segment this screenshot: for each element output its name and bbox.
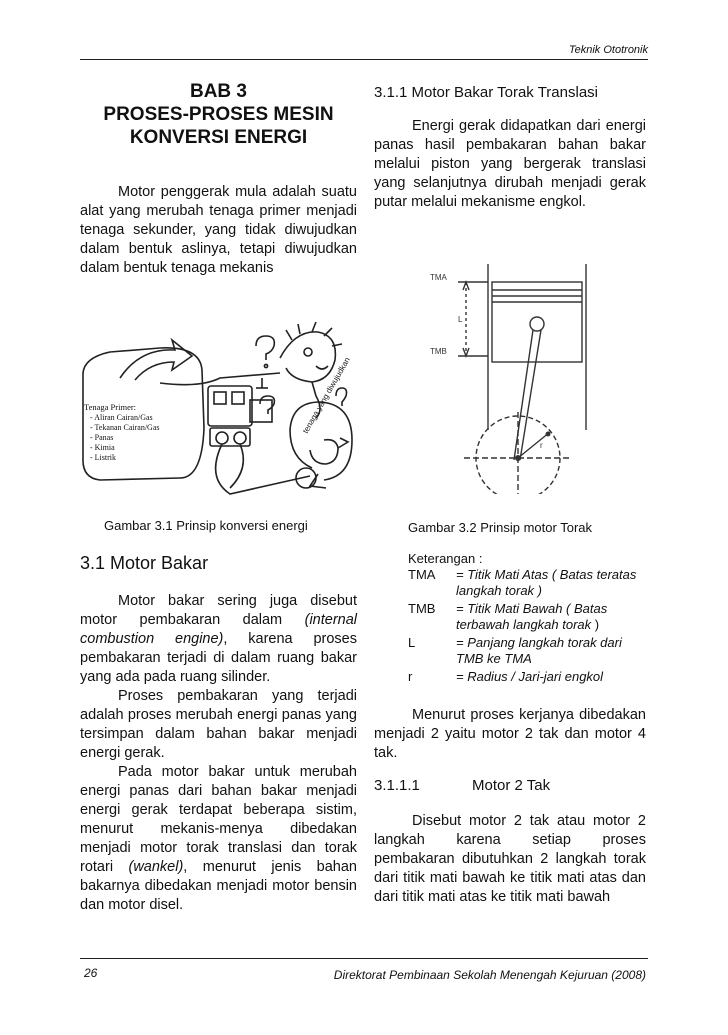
label-r: r: [540, 441, 543, 450]
subsubsection-3-1-1-1-title: [374, 777, 646, 794]
p1-italic: (internal combustion engine): [80, 612, 357, 647]
left-column: [80, 80, 357, 278]
subsection-3-1-1-title: 3.1.1 Motor Bakar Torak Translasi: [374, 84, 598, 101]
figure-energy-conversion: [80, 318, 362, 506]
primer-item-3: - Panas: [90, 433, 114, 442]
chapter-title-line-2: KONVERSI ENERGI: [129, 127, 308, 148]
legend-desc-text: = Radius / Jari-jari engkol: [456, 669, 604, 684]
primer-box-title: Tenaga Primer:: [84, 402, 137, 412]
primer-item-4: - Kimia: [90, 443, 115, 452]
label-tma: TMA: [430, 273, 447, 282]
legend-desc-text: = Titik Mati Bawah ( Batas terbawah langkah torak: [456, 601, 608, 632]
label-tmb: TMB: [430, 347, 447, 356]
legend-term: r: [408, 669, 413, 684]
legend-row-tmb: [408, 601, 648, 635]
p3-text-b: , menurut jenis bahan bakarnya dibedakan menjadi motor bensin dan motor disel.: [80, 859, 357, 913]
legend-row-l: [408, 635, 648, 669]
legend-table: [408, 567, 648, 685]
legend-desc: [456, 669, 648, 685]
footer-publisher: Direktorat Pembinaan Sekolah Menengah Kejuruan (2008): [333, 968, 646, 982]
legend-block: [408, 551, 648, 685]
legend-term: TMB: [408, 601, 436, 616]
motor-bakar-paragraph-2: Proses pembakaran yang terjadi adalah proses merubah energi panas yang tersimpan dalam bahan bakar menjadi energi gerak.: [80, 688, 357, 761]
p3-italic: (wankel): [128, 859, 184, 875]
legend-term: L: [408, 635, 416, 650]
swirl-label: tenaga yang diwujudkan: [300, 355, 352, 435]
legend-term: TMA: [408, 567, 436, 582]
legend-desc-close: ): [591, 617, 600, 632]
chapter-title-line-1: PROSES-PROSES MESIN: [103, 104, 334, 125]
primer-item-5: - Listrik: [90, 453, 116, 462]
right-lower-text: [374, 706, 646, 907]
energy-conversion-illustration: [80, 318, 362, 506]
motor-bakar-paragraph-3: [80, 763, 357, 915]
chapter-heading: [80, 80, 357, 149]
legend-title: Keterangan :: [408, 551, 483, 566]
figure-piston-principle: [418, 262, 638, 494]
right-column: [374, 80, 646, 212]
legend-desc-text: = Titik Mati Atas ( Batas teratas langkah torak ): [456, 567, 637, 598]
legend-row-tma: [408, 567, 648, 601]
p1-text-a: Motor bakar sering juga disebut motor pembakaran dalam: [80, 593, 357, 628]
torak-translasi-paragraph: Energi gerak didapatkan dari energi panas hasil pembakaran bahan bakar melalui piston yang bergerak translasi yang selanjutnya dirubah menjadi gerak putar melalui mekanisme engkol.: [374, 118, 646, 210]
header-rule: [80, 59, 648, 60]
figure-3-1-caption: Gambar 3.1 Prinsip konversi energi: [104, 518, 308, 533]
legend-desc: [456, 601, 648, 635]
menurut-proses-paragraph: Menurut proses kerjanya dibedakan menjadi 2 yaitu motor 2 tak dan motor 4 tak.: [374, 707, 646, 761]
piston-diagram: [418, 262, 638, 494]
footer-rule: [80, 958, 648, 959]
subsub-title: Motor 2 Tak: [472, 777, 551, 794]
motor-2-tak-paragraph: Disebut motor 2 tak atau motor 2 langkah karena setiap proses pembakaran dibutuhkan 2 langkah torak dari titik mati bawah ke titik mati atas dan dari titik mati atas ke titik mati bawah: [374, 813, 646, 905]
figure-3-2-caption: Gambar 3.2 Prinsip motor Torak: [408, 520, 592, 535]
intro-paragraph: Motor penggerak mula adalah suatu alat yang merubah tenaga primer menjadi tenaga sekunder, yang tidak diwujudkan dalam bentuk aslinya, tetapi diwujudkan dalam bentuk tenaga mekanis: [80, 184, 357, 276]
chapter-number: BAB 3: [189, 81, 247, 102]
primer-item-2: - Tekanan Cairan/Gas: [90, 423, 160, 432]
legend-desc: [456, 635, 648, 669]
legend-row-r: [408, 669, 648, 685]
label-l: L: [458, 315, 463, 324]
running-header: Teknik Ototronik: [568, 44, 648, 56]
p1-text-b: , karena proses pembakaran terjadi di dalam ruang bakar yang ada pada ruang silinder.: [80, 631, 357, 685]
page-number: 26: [84, 966, 98, 980]
legend-desc: [456, 567, 648, 601]
subsub-number: 3.1.1.1: [374, 777, 420, 794]
motor-bakar-paragraph-1: [80, 592, 357, 687]
section-3-1-title: 3.1 Motor Bakar: [80, 553, 209, 573]
primer-item-1: - Aliran Cairan/Gas: [90, 413, 153, 422]
p3-text-a: Pada motor bakar untuk merubah energi panas dari bahan bakar menjadi energi gerak terdapat beberapa sistim, menurut mekanis-menya dibedakan menjadi motor torak translasi dan torak rotari: [80, 764, 357, 875]
legend-desc-text: = Panjang langkah torak dari TMB ke TMA: [456, 635, 622, 666]
section-3-1: [80, 553, 357, 915]
